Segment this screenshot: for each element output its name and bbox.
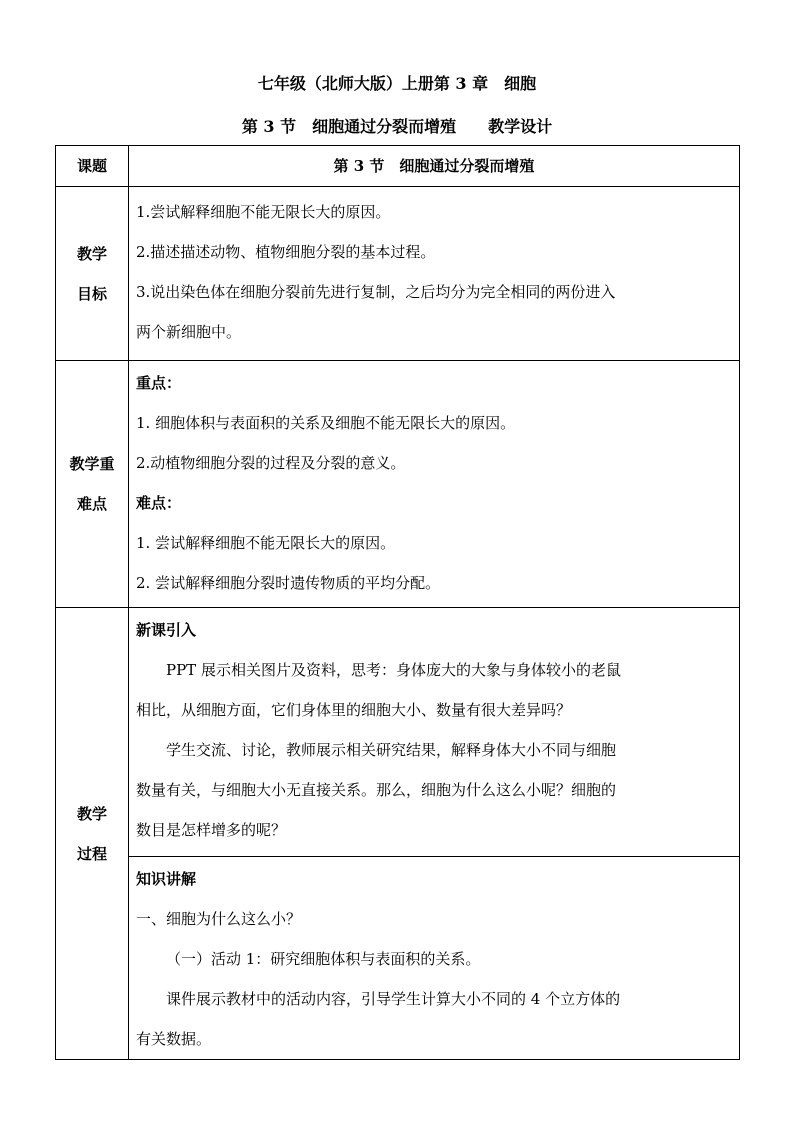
document-title: 七年级（北师大版）上册第 3 章 细胞 (257, 74, 537, 93)
goals-row (56, 187, 740, 361)
keypoints-label-line2: 难点 (76, 495, 107, 513)
document-subtitle: 第 3 节 细胞通过分裂而增殖 教学设计 (241, 117, 553, 136)
keypoints-content (129, 361, 740, 608)
difficulty-item: 1. 尝试解释细胞不能无限长大的原因。 (136, 534, 396, 552)
focus-item: 2.动植物细胞分裂的过程及分裂的意义。 (136, 454, 406, 472)
goal-item: 1.尝试解释细胞不能无限长大的原因。 (136, 203, 391, 221)
topic-value: 第 3 节 细胞通过分裂而增殖 (129, 146, 740, 187)
activity-description: 有关数据。 (136, 1030, 212, 1048)
intro-content (129, 608, 740, 857)
keypoints-label-line1: 教学重 (69, 455, 115, 473)
goal-item: 两个新细胞中。 (136, 323, 242, 341)
goals-label (56, 187, 129, 361)
process-knowledge-row (56, 857, 740, 1060)
difficulty-item: 2. 尝试解释细胞分裂时遗传物质的平均分配。 (136, 574, 441, 592)
activity-heading: （一）活动 1：研究细胞体积与表面积的关系。 (166, 950, 481, 968)
focus-heading: 重点： (136, 374, 182, 392)
keypoints-label (56, 361, 129, 608)
difficulty-heading: 难点： (136, 494, 182, 512)
process-label-line2: 过程 (76, 844, 107, 863)
intro-paragraph: 相比，从细胞方面，它们身体里的细胞大小、数量有很大差异吗？ (136, 701, 572, 719)
intro-paragraph: 数量有关，与细胞大小无直接关系。那么，细胞为什么这么小呢？细胞的 (136, 781, 617, 799)
lesson-plan-table (55, 145, 740, 1060)
activity-description: 课件展示教材中的活动内容，引导学生计算大小不同的 4 个立方体的 (166, 990, 621, 1008)
goal-item: 3.说出染色体在细胞分裂前先进行复制，之后均分为完全相同的两份进入 (136, 283, 616, 301)
topic-row (56, 146, 740, 187)
process-label-line1: 教学 (76, 804, 107, 823)
topic-label: 课题 (56, 146, 129, 187)
goals-label-line2: 目标 (76, 284, 107, 303)
intro-paragraph: 数目是怎样增多的呢？ (136, 821, 287, 839)
section-heading: 一、细胞为什么这么小？ (136, 910, 302, 928)
goals-content (129, 187, 740, 361)
knowledge-heading: 知识讲解 (136, 870, 197, 888)
focus-item: 1. 细胞体积与表面积的关系及细胞不能无限长大的原因。 (136, 414, 516, 432)
keypoints-row (56, 361, 740, 608)
intro-paragraph: PPT 展示相关图片及资料，思考：身体庞大的大象与身体较小的老鼠 (166, 661, 621, 679)
goals-label-line1: 教学 (76, 244, 107, 263)
process-label (56, 608, 129, 1060)
knowledge-content (129, 857, 740, 1060)
goal-item: 2.描述描述动物、植物细胞分裂的基本过程。 (136, 243, 436, 261)
intro-paragraph: 学生交流、讨论，教师展示相关研究结果，解释身体大小不同与细胞 (166, 741, 617, 759)
process-intro-row (56, 608, 740, 857)
intro-heading: 新课引入 (136, 621, 197, 639)
